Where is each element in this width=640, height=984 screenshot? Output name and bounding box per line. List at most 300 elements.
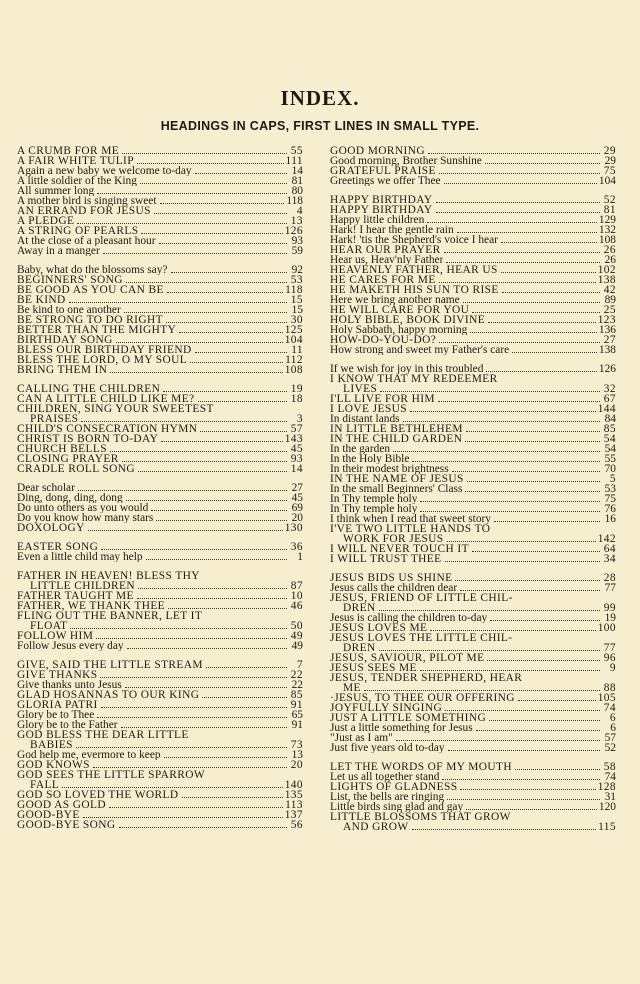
index-entry: [17, 750, 303, 760]
index-entry: [330, 335, 616, 345]
index-group: [330, 573, 616, 753]
page-number: 54: [603, 433, 616, 445]
index-entry: [17, 523, 303, 533]
entry-title-cont: DREN: [343, 643, 376, 653]
entry-title: Give thanks unto Jesus: [17, 680, 122, 690]
dot-leader: [163, 390, 287, 392]
index-entry: [17, 631, 303, 641]
page-number: 137: [284, 809, 303, 821]
index-entry: [330, 544, 616, 554]
entry-title: HAPPY BIRTHDAY: [330, 205, 433, 215]
page-number: 120: [598, 801, 616, 813]
page-number: 96: [603, 652, 616, 664]
dot-leader: [78, 489, 287, 491]
index-entry: [330, 195, 616, 205]
dot-leader: [447, 798, 600, 800]
page-number: 7: [296, 659, 303, 671]
page-number: 59: [291, 245, 303, 257]
dot-leader: [472, 311, 600, 313]
dot-leader: [403, 420, 600, 422]
entry-title: JESUS, TENDER SHEPHERD, HEAR: [330, 672, 523, 684]
index-entry: [17, 680, 303, 690]
entry-title: Ding, dong, ding, dong: [17, 493, 123, 503]
entry-title-cont: AND GROW: [343, 822, 409, 832]
dot-leader: [116, 341, 283, 343]
entry-title: I'LL LIVE FOR HIM: [330, 394, 435, 404]
page-number: 74: [603, 702, 616, 714]
page-number: 57: [604, 732, 616, 744]
index-entry: [330, 573, 616, 583]
entry-title: In distant lands: [330, 414, 400, 424]
entry-title: FATHER TAUGHT ME: [17, 591, 134, 601]
page-number: 123: [597, 314, 616, 326]
page-number: 58: [603, 761, 616, 773]
index-group: [330, 364, 616, 564]
entry-title: In the garden: [330, 444, 391, 454]
entry-title-cont: PRAISES: [30, 414, 79, 424]
page-number: 89: [604, 294, 616, 306]
dot-leader: [100, 676, 287, 678]
dot-leader: [467, 480, 600, 482]
entry-title: GIVE, SAID THE LITTLE STREAM: [17, 660, 203, 670]
entry-title: IN THE CHILD GARDEN: [330, 434, 463, 444]
dot-leader: [470, 331, 597, 333]
entry-title: GOD SEES THE LITTLE SPARROW: [17, 769, 205, 781]
index-entry: [330, 215, 616, 225]
entry-title: Little birds sing glad and gay: [330, 802, 464, 812]
dot-leader: [420, 669, 600, 671]
page-number: 22: [290, 669, 303, 681]
entry-title: Holy Sabbath, happy morning: [330, 325, 468, 335]
dot-leader: [515, 768, 600, 770]
dot-leader: [167, 291, 283, 293]
index-entry: [330, 474, 616, 484]
index-entry: [17, 810, 303, 820]
entry-title: LITTLE BLOSSOMS THAT GROW: [330, 811, 511, 823]
entry-continuation: [17, 740, 303, 750]
index-group: [17, 542, 303, 562]
dot-leader: [412, 828, 597, 830]
entry-continuation: [17, 414, 303, 424]
index-group: [17, 384, 303, 474]
entry-title: HEAR OUR PRAYER: [330, 245, 441, 255]
page-number: 18: [290, 393, 303, 405]
index-entry: [17, 166, 303, 176]
dot-leader: [127, 647, 287, 649]
dot-leader: [439, 281, 596, 283]
dot-leader: [76, 746, 287, 748]
page-number: 67: [603, 393, 616, 405]
group-spacer: [17, 651, 303, 660]
dot-leader: [465, 440, 600, 442]
dot-leader: [457, 231, 597, 233]
page-number: 6: [610, 722, 616, 734]
dot-leader: [200, 430, 287, 432]
dot-leader: [439, 341, 600, 343]
entry-continuation: [330, 683, 616, 693]
index-entry: [17, 690, 303, 700]
index-entry: [330, 166, 616, 176]
dot-leader: [121, 726, 287, 728]
index-entry: [17, 700, 303, 710]
page-number: 25: [603, 304, 616, 316]
dot-leader: [77, 222, 287, 224]
dot-leader: [494, 520, 600, 522]
page-number: 65: [291, 709, 303, 721]
page-number: 31: [604, 791, 616, 803]
page-number: 105: [597, 692, 616, 704]
entry-title: A PLEDGE: [17, 216, 75, 226]
dot-leader: [487, 659, 600, 661]
page-number: 64: [603, 543, 616, 555]
index-entry: [17, 611, 303, 631]
index-entry: [330, 285, 616, 295]
entry-title-cont: FLOAT: [30, 621, 68, 631]
page-number: 143: [284, 433, 303, 445]
page-number: 9: [609, 662, 616, 674]
index-entry: [330, 424, 616, 434]
entry-title: Happy little children: [330, 215, 425, 225]
page-number: 52: [603, 194, 616, 206]
dot-leader: [138, 587, 287, 589]
entry-continuation: [330, 822, 616, 832]
index-entry: [330, 633, 616, 653]
entry-title: Hear us, Heav'nly Father: [330, 255, 444, 265]
index-entry: [330, 205, 616, 215]
dot-leader: [442, 778, 600, 780]
entry-title: BETTER THAN THE MIGHTY: [17, 325, 177, 335]
entry-title: FATHER IN HEAVEN! BLESS THY: [17, 570, 200, 582]
page-number: 45: [291, 492, 303, 504]
index-entry: [17, 571, 303, 591]
page-number: 75: [603, 165, 616, 177]
entry-title: FOLLOW HIM: [17, 631, 94, 641]
dot-leader: [156, 519, 287, 521]
index-entry: [17, 730, 303, 750]
entry-title: EASTER SONG: [17, 542, 99, 552]
page-number: 91: [290, 699, 303, 711]
dot-leader: [81, 420, 287, 422]
entry-title: HE MAKETH HIS SUN TO RISE: [330, 285, 499, 295]
index-entry: [330, 454, 616, 464]
page-number: 56: [290, 819, 303, 831]
entry-title: CLOSING PRAYER: [17, 454, 119, 464]
page-number: 28: [603, 572, 616, 584]
dot-leader: [119, 826, 287, 828]
index-entry: [330, 812, 616, 832]
index-group: [17, 146, 303, 256]
entry-title: In their modest brightness: [330, 464, 449, 474]
entry-title: FLING OUT THE BANNER, LET IT: [17, 610, 203, 622]
index-entry: [17, 513, 303, 523]
dot-leader: [512, 351, 597, 353]
page-number: 126: [284, 225, 303, 237]
dot-leader: [466, 808, 597, 810]
page-number: 36: [290, 541, 303, 553]
page-number: 52: [604, 742, 616, 754]
index-entry: [17, 226, 303, 236]
page-number: 1: [297, 551, 303, 563]
dot-leader: [379, 609, 600, 611]
dot-leader: [190, 361, 283, 363]
index-entry: [330, 494, 616, 504]
dot-leader: [438, 400, 600, 402]
entry-title: Glory be to Thee: [17, 710, 95, 720]
entry-title: How strong and sweet my Father's care: [330, 345, 510, 355]
entry-title: HEAVENLY FATHER, HEAR US: [330, 265, 498, 275]
page-subtitle: HEADINGS IN CAPS, FIRST LINES IN SMALL TYPE.: [160, 119, 480, 133]
index-entry: [17, 176, 303, 186]
page-number: 49: [290, 630, 303, 642]
page-number: 87: [290, 580, 303, 592]
dot-leader: [195, 351, 287, 353]
page-number: 126: [598, 363, 616, 375]
page-number: 20: [291, 512, 303, 524]
dot-leader: [364, 689, 600, 691]
entry-title: "Just as I am": [330, 733, 393, 743]
group-spacer: [17, 375, 303, 384]
entry-title: HOLY BIBLE, BOOK DIVINE: [330, 315, 486, 325]
entry-continuation: [330, 603, 616, 613]
dot-leader: [137, 597, 287, 599]
index-entry: [17, 770, 303, 790]
index-entry: [330, 762, 616, 772]
dot-leader: [101, 706, 287, 708]
dot-leader: [110, 450, 287, 452]
page-title: INDEX.: [280, 86, 360, 110]
page-number: 81: [603, 204, 616, 216]
page-number: 118: [285, 284, 303, 296]
index-entry: [330, 673, 616, 693]
entry-title: ·JESUS, TO THEE OUR OFFERING: [330, 693, 515, 703]
entry-continuation: [17, 780, 303, 790]
entry-title: I think when I read that sweet story: [330, 514, 492, 524]
dot-leader: [126, 499, 287, 501]
entry-title: HE CARES FOR ME: [330, 275, 436, 285]
index-entry: [17, 670, 303, 680]
entry-title: Hark! I hear the gentle rain: [330, 225, 454, 235]
entry-title: BE KIND: [17, 295, 66, 305]
page-number: 77: [603, 642, 616, 654]
dot-leader: [489, 719, 600, 721]
index-entry: [17, 444, 303, 454]
entry-title: At the close of a pleasant hour: [17, 236, 156, 246]
index-entry: [330, 554, 616, 564]
page-number: 27: [291, 482, 303, 494]
dot-leader: [88, 529, 283, 531]
dot-leader: [427, 221, 597, 223]
entry-title: BIRTHDAY SONG: [17, 335, 113, 345]
entry-title: CALLING THE CHILDREN: [17, 384, 161, 394]
dot-leader: [137, 162, 284, 164]
page-number: 77: [604, 582, 616, 594]
entry-title: JOYFULLY SINGING: [330, 703, 443, 713]
index-entry: [330, 176, 616, 186]
dot-leader: [460, 589, 600, 591]
entry-title: In the small Beginners' Class: [330, 484, 463, 494]
page-number: 136: [598, 324, 616, 336]
dot-leader: [206, 666, 287, 668]
dot-leader: [488, 321, 596, 323]
entry-title: I'VE TWO LITTLE HANDS TO: [330, 523, 491, 535]
entry-title: Jesus is calling the children to-day: [330, 613, 488, 623]
index-entry: [17, 236, 303, 246]
page-number: 57: [290, 423, 303, 435]
page-number: 15: [291, 304, 303, 316]
index-entry: [330, 444, 616, 454]
dot-leader: [97, 192, 287, 194]
dot-leader: [182, 796, 283, 798]
entry-title: GLORIA PATRI: [17, 700, 98, 710]
page-number: 115: [598, 821, 616, 833]
entry-title: Do unto others as you would: [17, 503, 149, 513]
dot-leader: [140, 182, 287, 184]
dot-leader: [379, 649, 600, 651]
page-number: 11: [291, 344, 303, 356]
entry-title: BRING THEM IN: [17, 365, 108, 375]
entry-title: I LOVE JESUS: [330, 404, 407, 414]
entry-title: Hark! 'tis the Shepherd's voice I hear: [330, 235, 498, 245]
dot-leader: [110, 371, 282, 373]
page-number: 45: [290, 443, 303, 455]
page-number: 112: [285, 354, 303, 366]
page-number: 26: [603, 244, 616, 256]
entry-title: GOD KNOWS: [17, 760, 90, 770]
group-spacer: [330, 186, 616, 195]
page-number: 93: [290, 453, 303, 465]
entry-title-cont: WORK FOR JESUS: [343, 534, 444, 544]
page-number: 104: [284, 334, 303, 346]
page-number: 53: [290, 274, 303, 286]
index-entry: [17, 434, 303, 444]
page-number: 144: [597, 403, 616, 415]
group-spacer: [17, 474, 303, 483]
dot-leader: [198, 400, 287, 402]
dot-leader: [460, 788, 595, 790]
entry-title: In Thy temple holy: [330, 494, 418, 504]
dot-leader: [125, 686, 287, 688]
index-entry: [330, 703, 616, 713]
entry-title: Greetings we offer Thee: [330, 176, 441, 186]
dot-leader: [159, 242, 287, 244]
group-spacer: [17, 256, 303, 265]
dot-leader: [122, 460, 287, 462]
index-entry: [330, 146, 616, 156]
page-number: 138: [597, 274, 616, 286]
dot-leader: [164, 756, 287, 758]
index-entry: [330, 235, 616, 245]
page-number: 26: [604, 254, 616, 266]
entry-continuation: [17, 621, 303, 631]
dot-leader: [393, 450, 600, 452]
dot-leader: [151, 509, 287, 511]
page-number: 128: [597, 781, 616, 793]
entry-title: GLAD HOSANNAS TO OUR KING: [17, 690, 200, 700]
entry-title: GOOD-BYE SONG: [17, 820, 116, 830]
page-number: 3: [296, 413, 303, 425]
page-number: 15: [290, 294, 303, 306]
dot-leader: [97, 716, 287, 718]
index-entry: [330, 484, 616, 494]
dot-leader: [83, 816, 283, 818]
entry-title: A STRING OF PEARLS: [17, 226, 139, 236]
entry-title: JESUS, SAVIOUR, PILOT ME: [330, 653, 485, 663]
entry-title-cont: LITTLE CHILDREN: [30, 581, 136, 591]
index-entry: [17, 206, 303, 216]
page-number: 81: [291, 175, 303, 187]
index-entry: [17, 641, 303, 651]
index-entry: [330, 434, 616, 444]
entry-title: In the Holy Bible: [330, 454, 410, 464]
index-entry: [17, 503, 303, 513]
page-number: 84: [604, 413, 616, 425]
entry-continuation: [330, 534, 616, 544]
entry-title: IN LITTLE BETHLEHEM: [330, 424, 463, 434]
page-number: 20: [290, 759, 303, 771]
page-number: 13: [291, 749, 303, 761]
page-number: 69: [291, 502, 303, 514]
dot-leader: [446, 261, 600, 263]
index-entry: [17, 384, 303, 394]
dot-leader: [103, 252, 287, 254]
entry-title: DOXOLOGY: [17, 523, 85, 533]
dot-leader: [420, 510, 600, 512]
entry-title: I KNOW THAT MY REDEEMER: [330, 373, 498, 385]
page-number: 92: [291, 264, 303, 276]
dot-leader: [171, 271, 288, 273]
dot-leader: [447, 540, 596, 542]
entry-title: BLESS THE LORD, O MY SOUL: [17, 355, 188, 365]
page-number: 5: [609, 473, 616, 485]
entry-title: I WILL NEVER TOUCH IT: [330, 544, 469, 554]
page-number: 129: [598, 214, 616, 226]
entry-title: CRADLE ROLL SONG: [17, 464, 135, 474]
page-number: 29: [603, 145, 616, 157]
entry-title: GOD BLESS THE DEAR LITTLE: [17, 729, 189, 741]
dot-leader: [501, 271, 596, 273]
page-number: 104: [598, 175, 616, 187]
index-entry: [330, 156, 616, 166]
entry-title: CAN A LITTLE CHILD LIKE ME?: [17, 394, 195, 404]
entry-title: Here we bring another name: [330, 295, 460, 305]
entry-title: IN THE NAME OF JESUS: [330, 474, 464, 484]
entry-title: A mother bird is singing sweet: [17, 196, 157, 206]
entry-title: Baby, what do the blossoms say?: [17, 265, 168, 275]
page-number: 130: [284, 522, 303, 534]
entry-title-cont: ME: [343, 683, 361, 693]
entry-title: All summer long: [17, 186, 95, 196]
entry-title-cont: BABIES: [30, 740, 73, 750]
index-entry: [17, 325, 303, 335]
dot-leader: [501, 241, 597, 243]
entry-title: Be kind to one another: [17, 305, 121, 315]
dot-leader: [179, 331, 282, 333]
index-entry: [330, 345, 616, 355]
entry-title: LET THE WORDS OF MY MOUTH: [330, 762, 513, 772]
page-number: 53: [604, 483, 616, 495]
index-entry: [330, 265, 616, 275]
entry-continuation: [330, 384, 616, 394]
page-number: 16: [604, 513, 616, 525]
group-spacer: [330, 355, 616, 364]
dot-leader: [502, 291, 600, 293]
index-entry: [330, 404, 616, 414]
dot-leader: [420, 500, 600, 502]
page-number: 73: [290, 739, 303, 751]
page-number: 91: [291, 719, 303, 731]
index-entry: [330, 593, 616, 613]
index-group: [330, 195, 616, 355]
